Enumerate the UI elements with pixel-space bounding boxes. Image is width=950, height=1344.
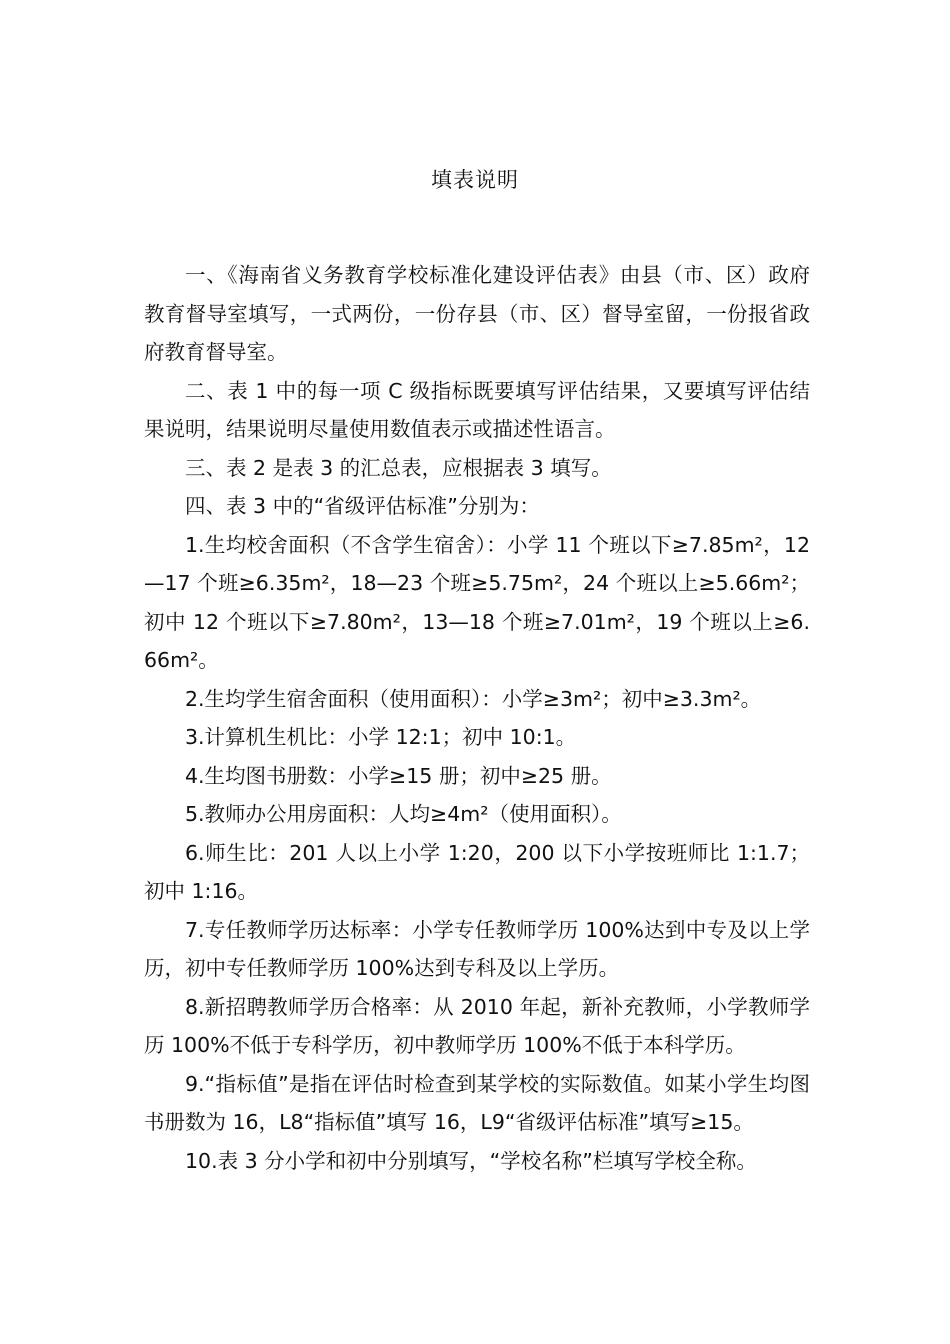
paragraph-3: 三、表 2 是表 3 的汇总表，应根据表 3 填写。 xyxy=(185,455,612,480)
standard-item-8: 8.新招聘教师学历合格率：从 2010 年起，新补充教师，小学教师学历 100%不低于专科学历，初中教师学历 100%不低于本科学历。 xyxy=(144,994,810,1057)
standard-item-5: 5.教师办公用房面积：人均≥4m²（使用面积）。 xyxy=(185,802,622,826)
standard-item-4: 4.生均图书册数：小学≥15 册；初中≥25 册。 xyxy=(185,763,612,788)
paragraph-4: 四、表 3 中的“省级评估标准”分别为： xyxy=(185,494,540,518)
standard-item-2: 2.生均学生宿舍面积（使用面积）：小学≥3m²；初中≥3.3m²。 xyxy=(185,686,762,711)
page-title: 填表说明 xyxy=(431,168,519,192)
standard-item-10: 10.表 3 分小学和初中分别填写，“学校名称”栏填写学校全称。 xyxy=(185,1148,757,1173)
standard-item-6: 6.师生比：201 人以上小学 1:20，200 以下小学按班师比 1:1.7；初中 1:16。 xyxy=(144,840,810,903)
standard-item-9: 9.“指标值”是指在评估时检查到某学校的实际数值。如某小学生均图书册数为 16，L8“指标值”填写 16，L9“省级评估标准”填写≥15。 xyxy=(144,1071,810,1134)
standard-item-7: 7.专任教师学历达标率：小学专任教师学历 100%达到中专及以上学历，初中专任教师学历 100%达到专科及以上学历。 xyxy=(144,917,810,980)
standard-item-3: 3.计算机生机比：小学 12:1；初中 10:1。 xyxy=(185,725,577,749)
paragraph-2: 二、表 1 中的每一项 C 级指标既要填写评估结果，又要填写评估结果说明，结果说明尽量使用数值表示或描述性语言。 xyxy=(144,378,810,441)
standard-item-1: 1.生均校舍面积（不含学生宿舍）：小学 11 个班以下≥7.85m²，12—17 个班≥6.35m²，18—23 个班≥5.75m²，24 个班以上≥5.66m²；初中 12 个班以下≥7.80m²，13—18 个班≥7.01m²，19 个班以上≥6.66m²。 xyxy=(144,532,810,672)
paragraph-1: 一、《海南省义务教育学校标准化建设评估表》由县（市、区）政府教育督导室填写，一式两份，一份存县（市、区）督导室留，一份报省政府教育督导室。 xyxy=(144,263,810,364)
document-body xyxy=(144,256,810,1180)
